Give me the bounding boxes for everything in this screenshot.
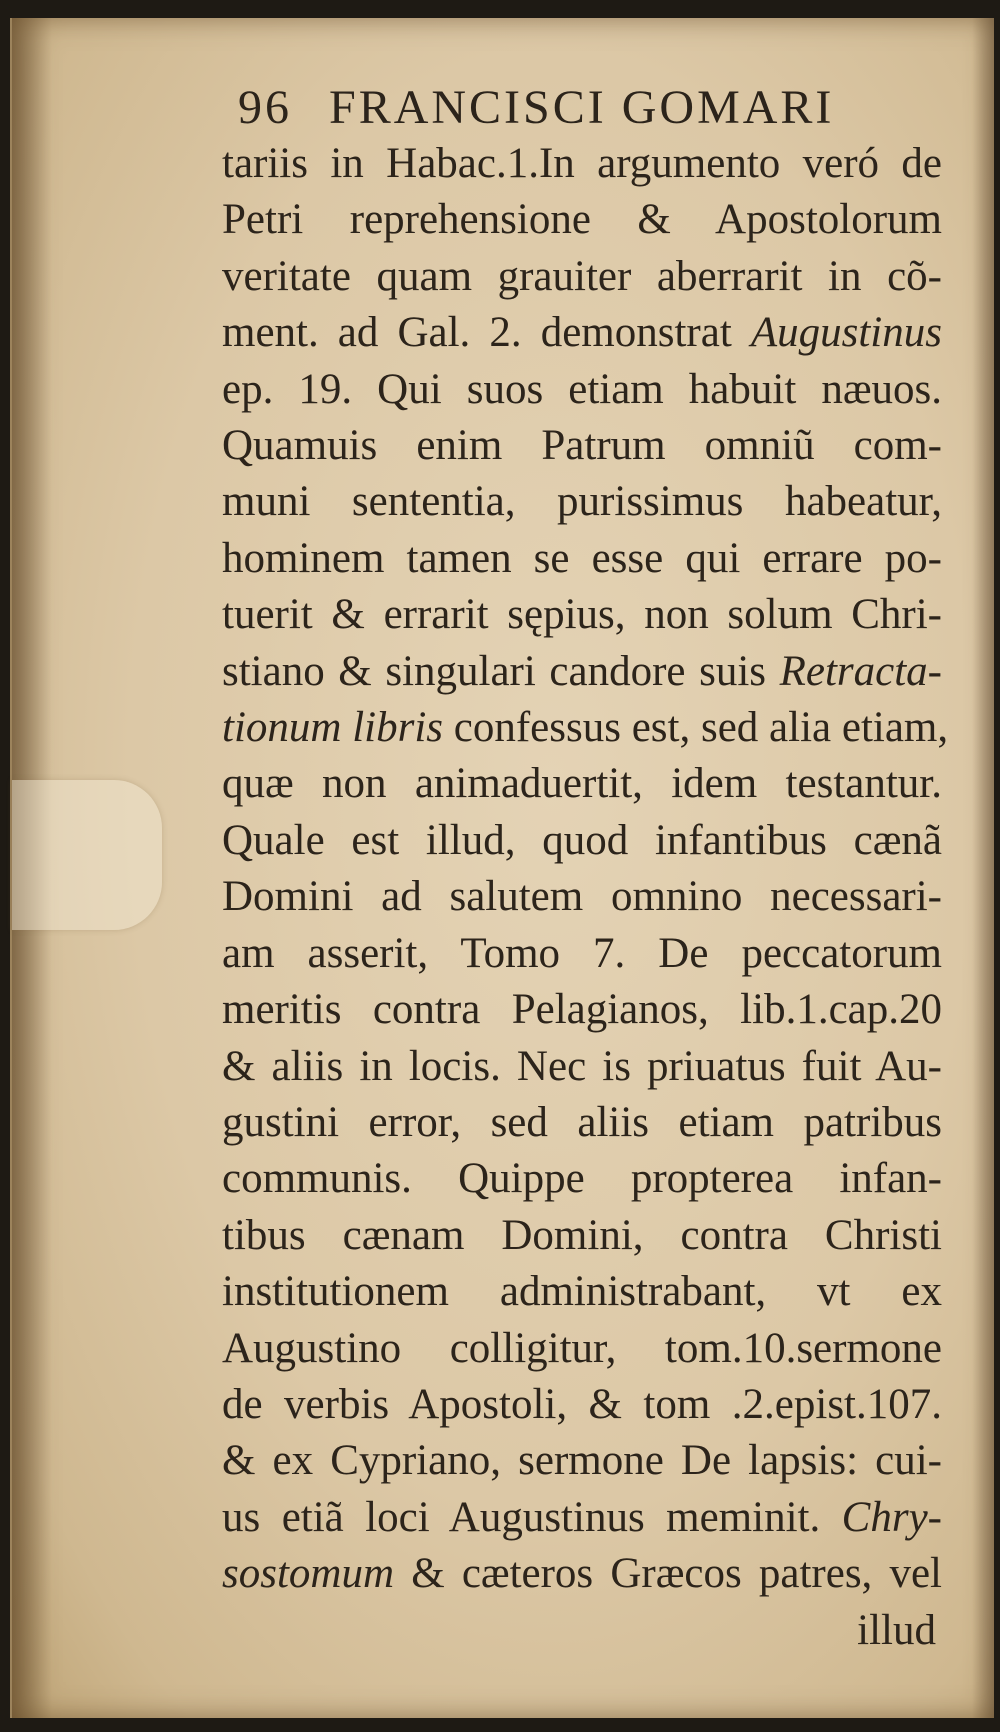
text-line xyxy=(222,926,942,982)
text-line xyxy=(222,587,942,643)
text-segment: tariis in Habac.1.In argumento veró de xyxy=(222,140,942,187)
text-segment: & cæteros Græcos patres, vel xyxy=(394,1550,942,1598)
italic-text: tionum libris xyxy=(222,704,444,752)
text-line xyxy=(222,249,942,305)
text-segment: Petri reprehensione & Apostolorum xyxy=(222,196,942,244)
catchword: illud xyxy=(857,1606,936,1654)
italic-text: Retracta- xyxy=(779,647,942,695)
text-segment: tuerit & errarit sępius, non solum Chri- xyxy=(222,591,942,639)
text-segment: muni sententia, purissimus habeatur, xyxy=(222,478,942,526)
text-line xyxy=(222,192,942,248)
text-line xyxy=(222,418,942,474)
text-line xyxy=(222,1039,942,1095)
italic-text: Chry- xyxy=(841,1493,942,1541)
text-line xyxy=(222,644,942,700)
text-segment: confessus est, sed alia etiam, xyxy=(443,704,949,752)
text-line xyxy=(222,474,942,530)
text-line xyxy=(222,1433,942,1489)
text-line xyxy=(222,700,949,756)
text-segment: & ex Cypriano, sermone De lapsis: cui- xyxy=(222,1437,942,1485)
text-line xyxy=(222,1095,942,1151)
text-line xyxy=(222,1264,942,1320)
running-header xyxy=(238,78,878,138)
page-number: 96 xyxy=(238,81,292,134)
text-segment: & aliis in locis. Nec is priuatus fuit Au- xyxy=(222,1042,942,1090)
text-segment: ment. ad Gal. 2. demonstrat xyxy=(222,309,751,357)
text-segment: gustini error, sed aliis etiam patribus xyxy=(222,1098,942,1146)
text-line xyxy=(222,1321,942,1377)
text-segment: tibus cænam Domini, contra Christi xyxy=(222,1211,942,1259)
text-segment: meritis contra Pelagianos, lib.1.cap.20 xyxy=(222,986,942,1034)
text-line xyxy=(222,531,942,587)
text-line xyxy=(222,136,942,192)
text-segment: stiano & singulari candore suis xyxy=(222,647,780,695)
text-segment: Quale est illud, quod infantibus cænã xyxy=(222,816,942,864)
text-line xyxy=(222,1377,942,1433)
text-line xyxy=(222,1546,942,1602)
text-line xyxy=(222,1151,942,1207)
text-segment: quæ non animaduertit, idem testantur. xyxy=(222,760,942,808)
text-line xyxy=(222,305,942,361)
text-segment: us etiã loci Augustinus meminit. xyxy=(222,1493,842,1541)
text-segment: hominem tamen se esse qui errare po- xyxy=(222,534,942,582)
text-line xyxy=(222,362,942,418)
page-edge-shadow xyxy=(972,18,994,1718)
body-text xyxy=(222,136,949,1659)
text-segment: veritate quam grauiter aberrarit in cõ- xyxy=(222,252,942,300)
text-line xyxy=(222,982,942,1038)
running-title: FRANCISCI GOMARI xyxy=(329,81,835,134)
text-line xyxy=(222,1208,942,1264)
italic-text: sostomum xyxy=(222,1550,395,1598)
italic-text: Augustinus xyxy=(750,309,942,357)
text-segment: institutionem administrabant, vt ex xyxy=(222,1268,942,1316)
text-segment: am asserit, Tomo 7. De peccatorum xyxy=(222,929,942,977)
text-segment: communis. Quippe propterea infan- xyxy=(222,1155,942,1203)
page-tab-mark xyxy=(12,780,162,930)
text-line xyxy=(222,756,942,812)
text-segment: ep. 19. Qui suos etiam habuit næuos. xyxy=(222,365,942,413)
text-line xyxy=(222,813,942,869)
text-segment: de verbis Apostoli, & tom .2.epist.107. xyxy=(222,1380,942,1428)
text-segment: Domini ad salutem omnino necessari- xyxy=(222,873,942,921)
text-segment: Augustino colligitur, tom.10.sermone xyxy=(222,1324,942,1372)
text-segment: Quamuis enim Patrum omniũ com- xyxy=(222,422,942,470)
text-line xyxy=(222,869,942,925)
text-line xyxy=(222,1490,942,1546)
